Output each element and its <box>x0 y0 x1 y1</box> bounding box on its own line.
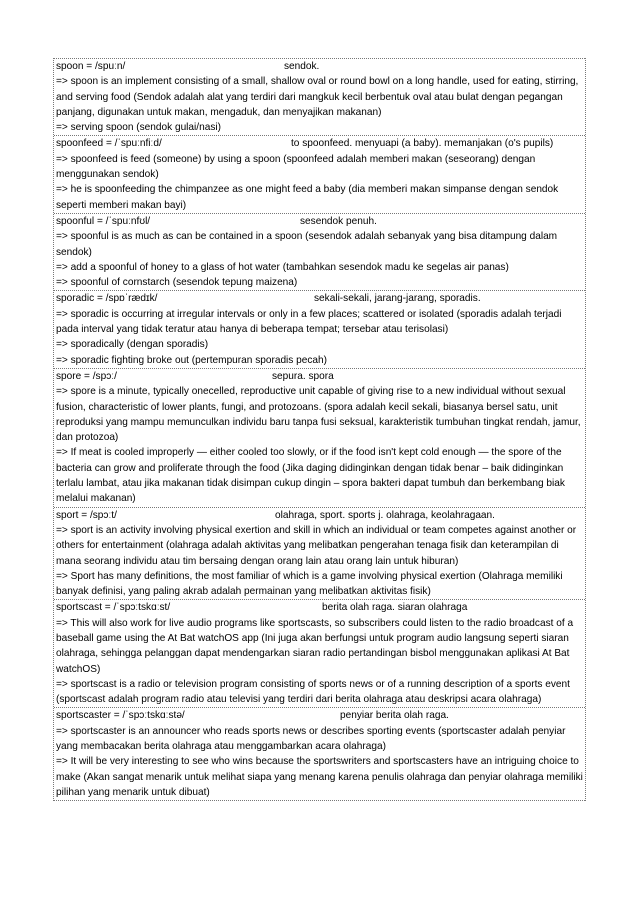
entry-term: sportscaster = /ˈspɔːtskɑːstə/ <box>56 710 185 722</box>
entry-example: => sportscast is a radio or television program consisting of sports news or of a running description of a sports event (sportscast adalah program radio atau televisi yang terdiri dari berita olahraga atau deskripsi acara olahraga) <box>56 678 570 706</box>
dictionary-entry <box>54 368 585 507</box>
entry-example: => sporadic fighting broke out (pertempuran sporadis pecah) <box>56 354 328 366</box>
entry-translation: to spoonfeed. menyuapi (a baby). memanjakan (o's pupils) <box>291 138 554 150</box>
entry-example: => spoonfeed is feed (someone) by using a spoon (spoonfeed adalah memberi makan (seseorang) dengan menggunakan sendok) <box>56 153 536 181</box>
entry-headline <box>56 708 583 723</box>
entry-example: => add a spoonful of honey to a glass of hot water (tambahkan sesendok madu ke segelas air panas) <box>56 261 509 273</box>
entry-translation: berita olah raga. siaran olahraga <box>322 602 468 614</box>
dictionary-entry <box>54 290 585 367</box>
dictionary-table <box>53 58 586 801</box>
entry-headline <box>56 59 583 74</box>
dictionary-entry <box>54 213 585 290</box>
entry-example: => sporadically (dengan sporadis) <box>56 339 209 351</box>
entry-headline <box>56 214 583 229</box>
entry-headline <box>56 136 583 151</box>
entry-example: => spoonful is as much as can be contained in a spoon (sesendok adalah sebanyak yang bisa ditampung dalam sendok) <box>56 231 558 258</box>
entry-example: => sport is an activity involving physical exertion and skill in which an individual or team competes against another or others for entertainment (olahraga adalah aktivitas yang melibatkan pengerahan tenaga fisik dan keterampilan di mana seorang individu atau tim bersaing dengan orang lain atau orang lain untuk hiburan) <box>56 524 577 567</box>
entry-headline <box>56 600 583 615</box>
entry-term: sport = /spɔːt/ <box>56 509 117 521</box>
dictionary-entry <box>54 58 585 135</box>
entry-example: => spore is a minute, typically onecelled, reproductive unit capable of giving rise to a new individual without sexual fusion, characteristic of lower plants, fungi, and protozoans. (spora adalah kecil sekali, biasanya bersel satu, unit reproduksi yang mampu memunculkan individu baru tanpa fusi seksual, karakteristik tumbuhan tingkat rendah, jamur, dan protozoa) <box>56 386 581 444</box>
entry-term: spore = /spɔː/ <box>56 370 117 382</box>
dictionary-entry <box>54 135 585 212</box>
entry-example: => Sport has many definitions, the most familiar of which is a game involving physical exertion (Olahraga memiliki banyak definisi, yang paling akrab adalah permainan yang melibatkan aktivitas fisik) <box>56 570 563 598</box>
dictionary-entry <box>54 507 585 600</box>
entry-translation: sepura. spora <box>272 370 334 382</box>
entry-headline <box>56 291 583 306</box>
entry-example: => This will also work for live audio programs like sportscasts, so subscribers could listen to the radio broadcast of a baseball game using the At Bat watchOS app (Ini juga akan berfungsi untuk program audio langsung seperti siaran olahraga, sehingga pelanggan dapat mendengarkan siaran radio pertandingan bisbol menggunakan aplikasi At Bat watchOS) <box>56 617 574 675</box>
entry-example: => spoon is an implement consisting of a small, shallow oval or round bowl on a long handle, used for eating, stirring, and serving food (Sendok adalah alat yang terdiri dari mangkuk kecil berbentuk oval atau bulat dengan pegangan panjang, digunakan untuk makan, mengaduk, dan menyajikan makanan) <box>56 76 579 118</box>
entry-example: => he is spoonfeeding the chimpanzee as one might feed a baby (dia memberi makan simpanse dengan sendok seperti memberi makan bayi) <box>56 184 559 211</box>
entry-example: => sporadic is occurring at irregular intervals or only in a few places; scattered or isolated (sporadis adalah terjadi pada interval yang tidak teratur atau hanya di beberapa tempat; tersebar atau terisolasi) <box>56 308 562 336</box>
entry-term: sporadic = /spɒˈrædɪk/ <box>56 293 158 305</box>
entry-term: sportscast = /ˈspɔːtskɑːst/ <box>56 602 171 614</box>
entry-example: => It will be very interesting to see who wins because the sportswriters and sportscasters have an intriguing choice to make (Akan sangat menarik untuk melihat siapa yang menang karena penulis olahraga dan penyiar olahraga memiliki pilihan yang menarik untuk dibuat) <box>56 756 583 798</box>
entry-headline <box>56 369 583 384</box>
entry-translation: olahraga, sport. sports j. olahraga, keolahragaan. <box>275 509 495 521</box>
entry-term: spoonfeed = /ˈspuːnfiːd/ <box>56 138 162 150</box>
entry-translation: sesendok penuh. <box>300 215 377 227</box>
dictionary-entry <box>54 599 585 707</box>
entry-translation: penyiar berita olah raga. <box>340 710 449 722</box>
entry-translation: sekali-sekali, jarang-jarang, sporadis. <box>314 293 481 305</box>
entry-example: => sportscaster is an announcer who reads sports news or describes sporting events (sportscaster adalah penyiar yang membacakan berita olahraga atau menggambarkan acara olahraga) <box>56 725 566 753</box>
entry-headline <box>56 508 583 523</box>
entry-translation: sendok. <box>284 61 320 72</box>
entry-example: => spoonful of cornstarch (sesendok tepung maizena) <box>56 277 298 289</box>
entry-example: => If meat is cooled improperly — either cooled too slowly, or if the food isn't kept cold enough — the spore of the bacteria can grow and proliferate through the food (Jika daging didinginkan dengan tidak benar – baik didinginkan terlalu lambat, atau jika makanan tidak disimpan cukup dingin – spora bakteri dapat tumbuh dan berkembang biak melalui makanan) <box>56 447 565 505</box>
entry-term: spoonful = /ˈspuːnfʊl/ <box>56 215 151 227</box>
entry-term: spoon = /spuːn/ <box>56 61 126 72</box>
dictionary-entry <box>54 707 585 801</box>
entry-example: => serving spoon (sendok gulai/nasi) <box>56 122 221 134</box>
